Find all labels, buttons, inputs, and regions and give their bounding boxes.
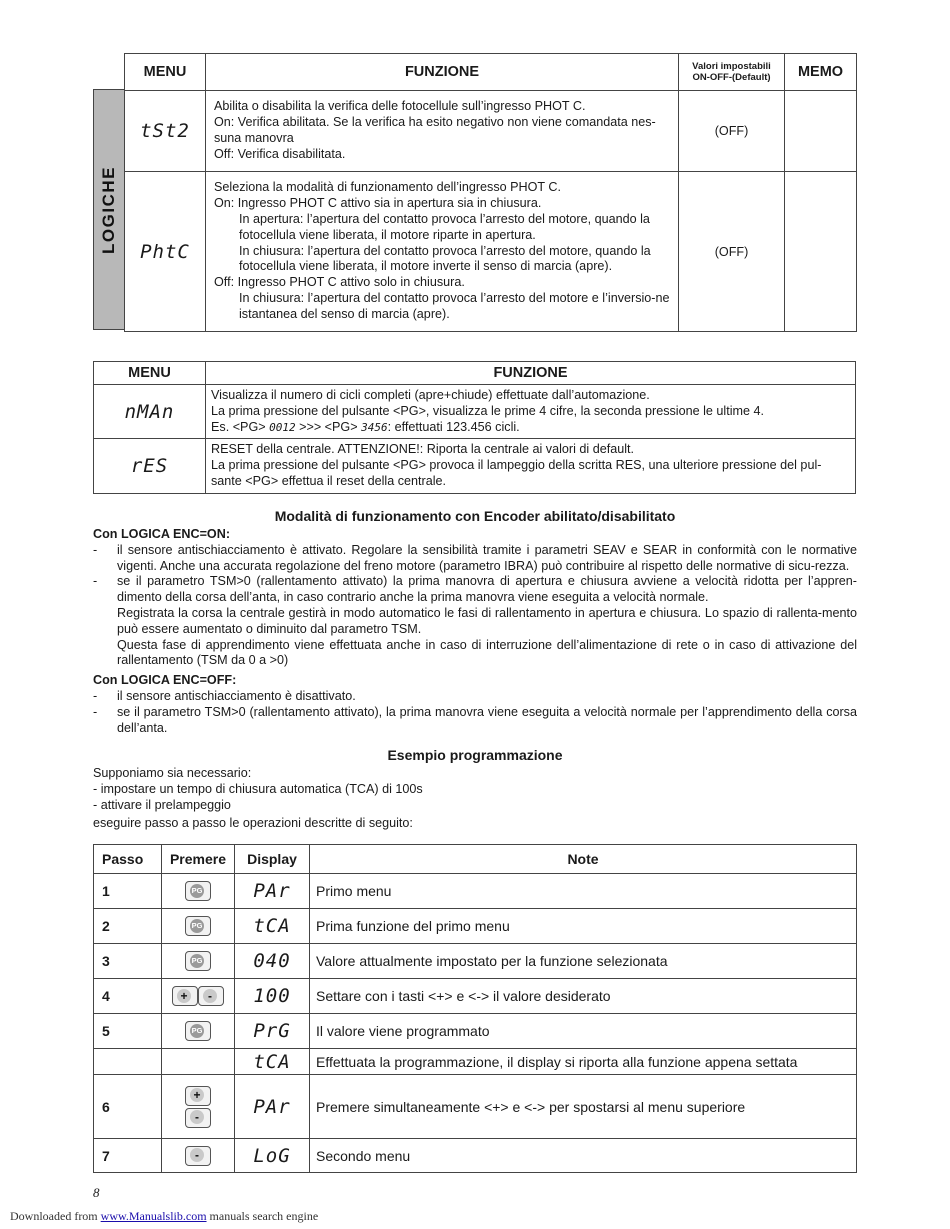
function-cell (206, 439, 856, 493)
pg-key-icon (185, 1021, 211, 1041)
note-cell: Prima funzione del primo menu (310, 909, 857, 944)
logic-table (124, 53, 857, 332)
table-row (94, 1014, 857, 1049)
example-title: Esempio programmazione (387, 747, 563, 764)
function-line: In apertura: l’apertura del contatto provoca l’arresto del motore, quando la fotocellula viene liberata, il motore riparte in apertura. (239, 212, 650, 242)
pg-key-icon (185, 881, 211, 901)
display-cell (235, 944, 310, 979)
pg-key-icon (185, 951, 211, 971)
display-code: PAr (253, 1095, 291, 1118)
menu-code-cell (125, 172, 206, 332)
function-line: In chiusura: l’apertura del contatto provoca l’arresto del motore, quando la fotocellula viene liberata, il motore inverte il senso di marcia (apre). (239, 243, 651, 274)
table-row (94, 944, 857, 979)
logic-table-header (125, 54, 857, 91)
press-cell (162, 874, 235, 909)
paragraph: Registrata la corsa la centrale gestirà in modo automatico le fasi di rallentamento in apertura e chiusura. Lo spazio di rallenta-mento può essere aumentato o diminuito dal parametro TSM. (117, 605, 857, 636)
press-cell (162, 1014, 235, 1049)
display-cell (235, 979, 310, 1014)
encoder-section (93, 507, 857, 832)
header-menu: MENU (94, 362, 206, 385)
list-item-text: il sensore antischiacciamento è disattivato. (117, 688, 356, 703)
plus-key-icon (185, 1086, 211, 1106)
menu-code-cell (94, 439, 206, 493)
step-number: 5 (94, 1014, 162, 1049)
dash: - (93, 574, 98, 589)
memo-cell (785, 172, 857, 332)
dash: - (93, 542, 98, 557)
example-intro: - attivare il prelampeggio (93, 797, 231, 812)
minus-key-icon (185, 1146, 211, 1166)
steps-table-header (94, 845, 857, 874)
display-cell (235, 1014, 310, 1049)
function-line: La prima pressione del pulsante <PG>, visualizza le prime 4 cifre, la seconda pressione le ultime 4. (211, 403, 765, 418)
menu-code: tSt2 (140, 120, 190, 142)
press-cell (162, 1049, 235, 1075)
list-item-text: se il parametro TSM>0 (rallentamento attivato), la prima manovra viene eseguita a velocità normale per l’apprendimento della corsa dell’anta. (117, 704, 857, 735)
pg-key-glyph: PG (190, 884, 204, 898)
note-cell: Settare con i tasti <+> e <-> il valore desiderato (310, 979, 857, 1014)
display-code: tCA (253, 915, 291, 937)
display-code: PrG (253, 1020, 291, 1042)
pg-key-icon (185, 916, 211, 936)
function-line: On: Ingresso PHOT C attivo sia in apertura sia in chiusura. (214, 196, 542, 211)
function-line: Off: Ingresso PHOT C attivo solo in chiusura. (214, 275, 465, 290)
dash: - (93, 688, 98, 703)
example-intro: eseguire passo a passo le operazioni descritte di seguito: (93, 815, 413, 830)
note-cell: Il valore viene programmato (310, 1014, 857, 1049)
menu-code: PhtC (140, 240, 190, 263)
function-line: La prima pressione del pulsante <PG> provoca il lampeggio della scritta RES, una ulteriore pressione del pul-sante <PG> effettua il reset della centrale. (211, 458, 822, 488)
header-function: FUNZIONE (206, 362, 856, 385)
function-line (211, 420, 850, 436)
press-cell (162, 1139, 235, 1173)
step-number: 1 (94, 874, 162, 909)
minus-key-glyph: - (190, 1148, 204, 1162)
pg-key-glyph: PG (190, 954, 204, 968)
step-number: 3 (94, 944, 162, 979)
table-row (125, 172, 857, 332)
table-row (94, 1049, 857, 1075)
table-row (94, 439, 856, 493)
note-cell: Effettuata la programmazione, il display si riporta alla funzione appena settata (310, 1049, 857, 1075)
header-note: Note (310, 845, 857, 874)
menu-code: rES (130, 455, 169, 478)
list-item (93, 543, 857, 575)
menu-table-header (94, 362, 856, 385)
note-cell: Premere simultaneamente <+> e <-> per spostarsi al menu superiore (310, 1075, 857, 1139)
display-cell (235, 874, 310, 909)
function-line: In chiusura: l’apertura del contatto provoca l’arresto del motore e l’inversio-ne istantanea del senso di marcia (apre). (239, 290, 670, 321)
function-cell (206, 172, 679, 332)
example-text: >>> <PG> (299, 419, 358, 434)
table-row (125, 91, 857, 172)
example-text: Es. <PG> (211, 419, 266, 434)
list-item-text: se il parametro TSM>0 (rallentamento attivato) la prima manovra di apertura e chiusura avviene a velocità ridotta per l’appren-dimento della corsa dell’anta, in caso contrario anche la prima manovra viene eseguita a velocità normale. (117, 574, 857, 605)
step-number: 2 (94, 909, 162, 944)
table-row (94, 1075, 857, 1139)
display-cell (235, 1139, 310, 1173)
table-row (94, 385, 856, 439)
list-item (93, 689, 857, 705)
header-values-line2: ON-OFF-(Default) (692, 72, 771, 83)
footer-prefix: Downloaded from (10, 1209, 101, 1223)
example-text: : effettuati 123.456 cicli. (387, 419, 520, 434)
display-code: PAr (253, 880, 291, 902)
note-cell: Valore attualmente impostato per la funzione selezionata (310, 944, 857, 979)
step-number (94, 1049, 162, 1075)
press-cell (162, 979, 235, 1014)
note-cell: Primo menu (310, 874, 857, 909)
display-code: tCA (253, 1050, 291, 1073)
press-cell (162, 1075, 235, 1139)
function-line: Visualizza il numero di cicli completi (apre+chiude) effettuate dall’automazione. (211, 388, 650, 402)
plus-key-glyph: + (177, 989, 191, 1003)
logiche-side-text: LOGICHE (99, 165, 118, 254)
steps-body (94, 874, 857, 1173)
display-digits: 3456 (361, 420, 388, 434)
display-code: 040 (253, 950, 291, 972)
table-row (94, 979, 857, 1014)
note-cell: Secondo menu (310, 1139, 857, 1173)
footer (10, 1209, 318, 1224)
list-item (93, 574, 857, 606)
minus-key-glyph: - (203, 989, 217, 1003)
header-display: Display (235, 845, 310, 874)
header-memo: MEMO (785, 54, 857, 91)
display-cell (235, 1049, 310, 1075)
menu-code: nMAn (124, 400, 175, 423)
list-item (93, 705, 857, 737)
table-row (94, 1139, 857, 1173)
plus-key-glyph: + (190, 1088, 204, 1102)
list-item-text: il sensore antischiacciamento è attivato. Regolare la sensibilità tramite i parametri SEAV e SEAR in conformità con le normative vigenti. Anche una accurata regolazione del freno motore (parametro IBRA) può contribuire al rispetto delle normative di sicu-rezza. (117, 542, 857, 573)
value-cell: (OFF) (679, 91, 785, 172)
pg-key-glyph: PG (190, 919, 204, 933)
step-number: 7 (94, 1139, 162, 1173)
header-step: Passo (94, 845, 162, 874)
paragraph: Questa fase di apprendimento viene effettuata anche in caso di interruzione dell’alimentazione di rete o in caso di attivazione del rallentamento (TSM da 0 a >0) (117, 637, 857, 668)
step-number: 6 (94, 1075, 162, 1139)
function-line: Abilita o disabilita la verifica delle fotocellule sull’ingresso PHOT C. (214, 99, 586, 114)
example-intro: Supponiamo sia necessario: (93, 766, 252, 781)
header-function: FUNZIONE (206, 54, 679, 91)
enc-off-title: Con LOGICA ENC=OFF: (93, 673, 237, 688)
minus-key-glyph: - (190, 1110, 204, 1124)
display-cell (235, 909, 310, 944)
memo-cell (785, 91, 857, 172)
table-row (94, 909, 857, 944)
function-line: Seleziona la modalità di funzionamento dell’ingresso PHOT C. (214, 180, 561, 195)
display-code: 100 (253, 985, 291, 1007)
dash: - (93, 704, 98, 719)
minus-key-icon (185, 1108, 211, 1128)
header-menu: MENU (125, 54, 206, 91)
steps-table (93, 844, 857, 1173)
display-code: LoG (253, 1144, 291, 1167)
menu-code-cell (125, 91, 206, 172)
display-cell (235, 1075, 310, 1139)
function-line: RESET della centrale. ATTENZIONE!: Riporta la centrale ai valori di default. (211, 442, 635, 457)
example-intro: - impostare un tempo di chiusura automatica (TCA) di 100s (93, 782, 423, 797)
page-number: 8 (93, 1185, 100, 1200)
header-values-line1: Valori impostabili (692, 61, 771, 72)
logiche-side-label (93, 89, 124, 330)
function-line: Off: Verifica disabilitata. (214, 146, 346, 161)
header-press: Premere (162, 845, 235, 874)
menu-table (93, 361, 856, 494)
header-values (679, 54, 785, 91)
function-cell (206, 91, 679, 172)
function-line: On: Verifica abilitata. Se la verifica ha esito negativo non viene comandata nes-suna manovra (214, 115, 656, 145)
enc-on-title: Con LOGICA ENC=ON: (93, 527, 231, 541)
display-digits: 0012 (269, 420, 296, 434)
footer-link[interactable]: www.Manualslib.com (100, 1209, 207, 1223)
value-cell: (OFF) (679, 172, 785, 332)
menu-code-cell (94, 385, 206, 439)
press-cell (162, 944, 235, 979)
function-cell (206, 385, 856, 439)
plus-key-icon (172, 986, 198, 1006)
table-row (94, 874, 857, 909)
footer-suffix: manuals search engine (206, 1209, 319, 1223)
minus-key-icon (198, 986, 224, 1006)
pg-key-glyph: PG (190, 1024, 204, 1038)
encoder-title: Modalità di funzionamento con Encoder abilitato/disabilitato (274, 508, 676, 524)
step-number: 4 (94, 979, 162, 1014)
press-cell (162, 909, 235, 944)
